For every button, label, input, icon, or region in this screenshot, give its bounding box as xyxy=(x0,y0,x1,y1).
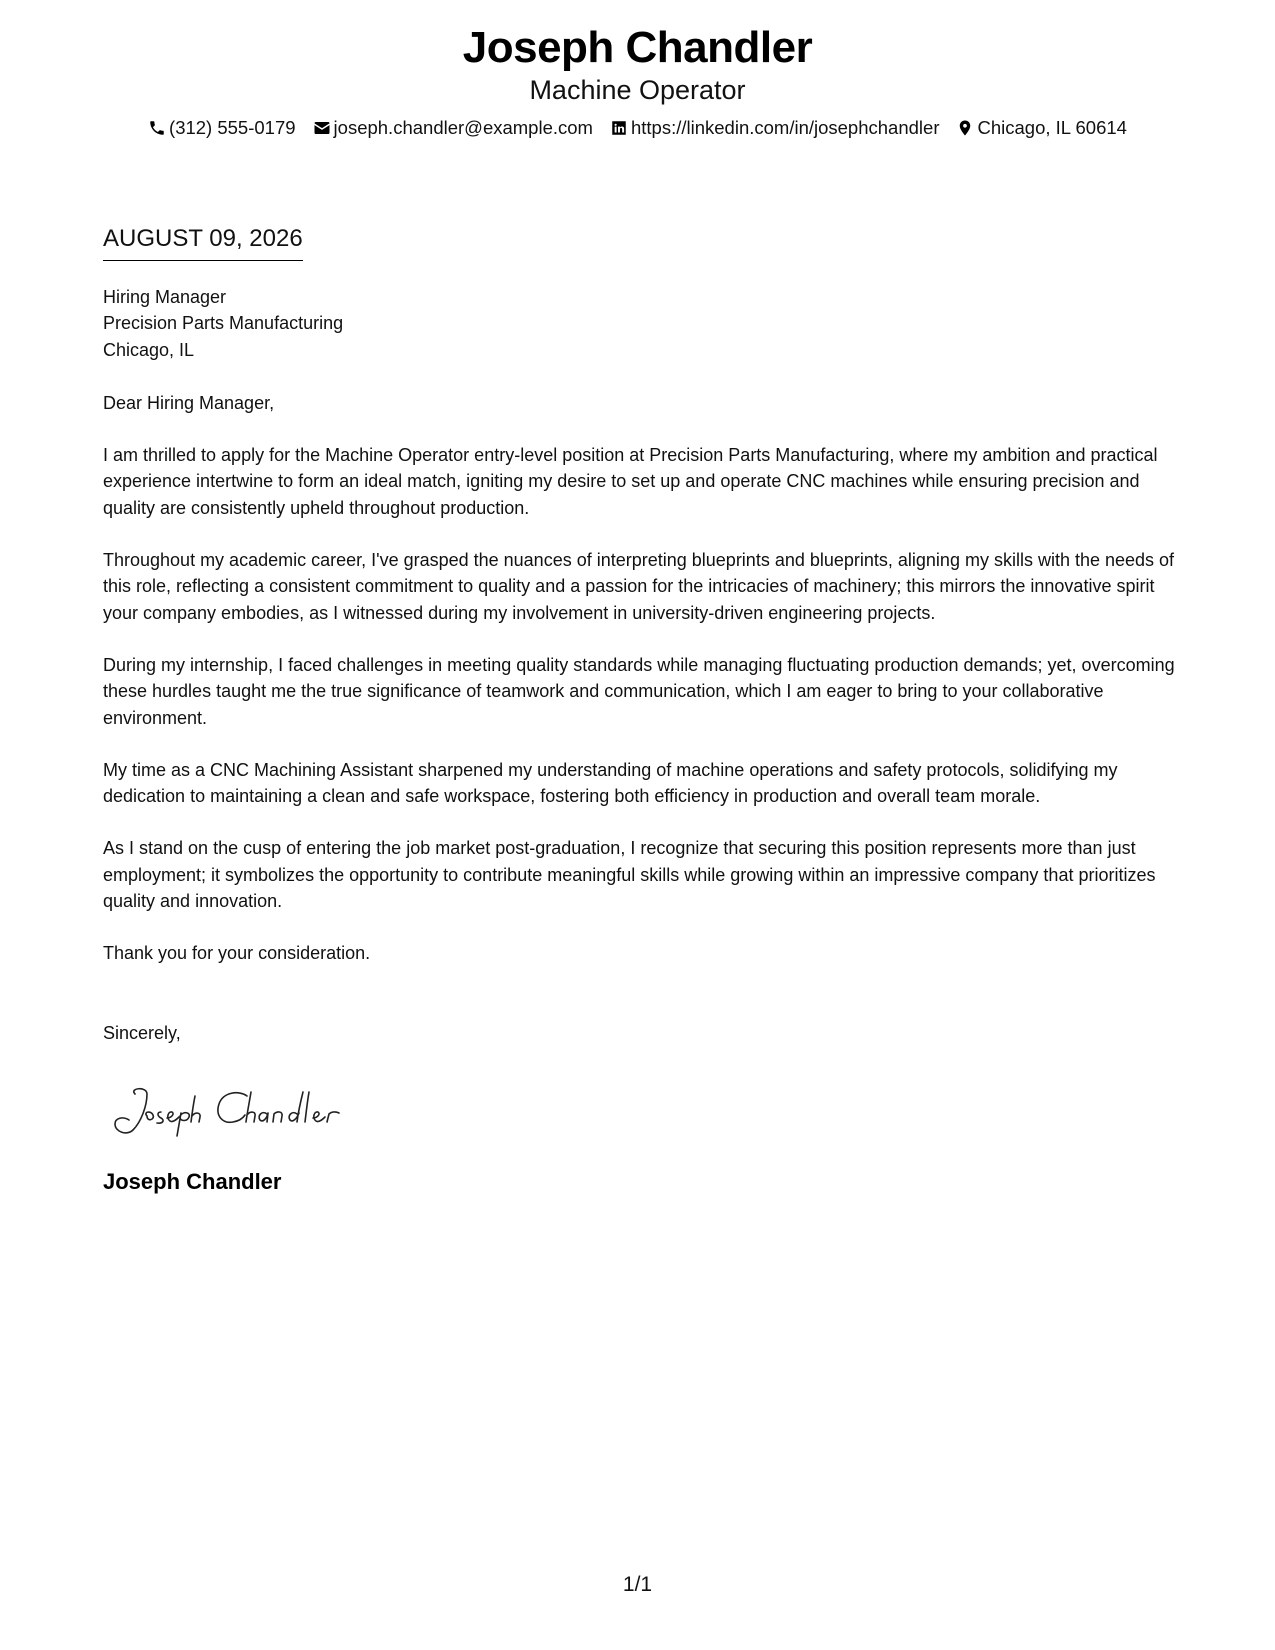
contact-location xyxy=(956,116,1126,140)
closing: Sincerely, xyxy=(103,1022,181,1043)
recipient-line: Precision Parts Manufacturing xyxy=(103,313,344,334)
location-text: Chicago, IL 60614 xyxy=(977,117,1127,138)
paragraph: During my internship, I faced challenges in meeting quality standards while managing fluctuating production demands; yet, overcoming these hurdles taught me the true significance of teamwork and communication, which I am eager to bring to your collaborative environment. xyxy=(103,654,1175,728)
contact-linkedin[interactable] xyxy=(610,116,940,140)
applicant-name: Joseph Chandler xyxy=(462,23,813,72)
recipient-block xyxy=(103,284,1178,363)
paragraph: As I stand on the cusp of entering the job market post-graduation, I recognize that securing this position represents more than just employment; it symbolizes the opportunity to contribute meaningful skills while growing within an impressive company that prioritizes quality and innovation. xyxy=(103,838,1156,912)
email-link[interactable]: joseph.chandler@example.com xyxy=(333,117,593,138)
contact-bar xyxy=(0,116,1275,140)
letter-body xyxy=(103,284,1178,1046)
contact-phone xyxy=(148,116,296,140)
linkedin-link[interactable]: https://linkedin.com/in/josephchandler xyxy=(630,117,940,138)
recipient-line: Chicago, IL xyxy=(103,339,195,360)
paragraph: Thank you for your consideration. xyxy=(103,943,371,964)
handwritten-signature xyxy=(107,1082,367,1138)
phone-text: (312) 555-0179 xyxy=(169,117,296,138)
signer-name: Joseph Chandler xyxy=(103,1169,282,1194)
recipient-line: Hiring Manager xyxy=(103,287,227,307)
paragraph: My time as a CNC Machining Assistant sharpened my understanding of machine operations and safety protocols, solidifying my dedication to maintaining a clean and safe workspace, fostering both efficiency in production and overall team morale. xyxy=(103,759,1118,807)
greeting: Dear Hiring Manager, xyxy=(103,392,275,413)
envelope-icon xyxy=(313,119,331,137)
letter-header xyxy=(0,22,1275,140)
paragraph: Throughout my academic career, I've grasped the nuances of interpreting blueprints and blueprints, aligning my skills with the needs of this role, reflecting a consistent commitment to quality and a passion for the intricacies of machinery; this mirrors the innovative spirit your company embodies, as I witnessed during my involvement in university-driven engineering projects. xyxy=(103,550,1175,623)
map-marker-icon xyxy=(956,119,974,137)
paragraph: I am thrilled to apply for the Machine Operator entry-level position at Precision Parts Manufacturing, where my ambition and practical experience intertwine to form an ideal match, igniting my desire to set up and operate CNC machines while ensuring precision and quality are consistently upheld throughout production. xyxy=(103,445,1158,518)
job-title: Machine Operator xyxy=(529,75,746,105)
contact-email[interactable] xyxy=(313,116,593,140)
page-number: 1/1 xyxy=(622,1573,653,1596)
phone-icon xyxy=(148,119,166,137)
letter-date: AUGUST 09, 2026 xyxy=(103,224,303,261)
linkedin-icon xyxy=(610,119,628,137)
